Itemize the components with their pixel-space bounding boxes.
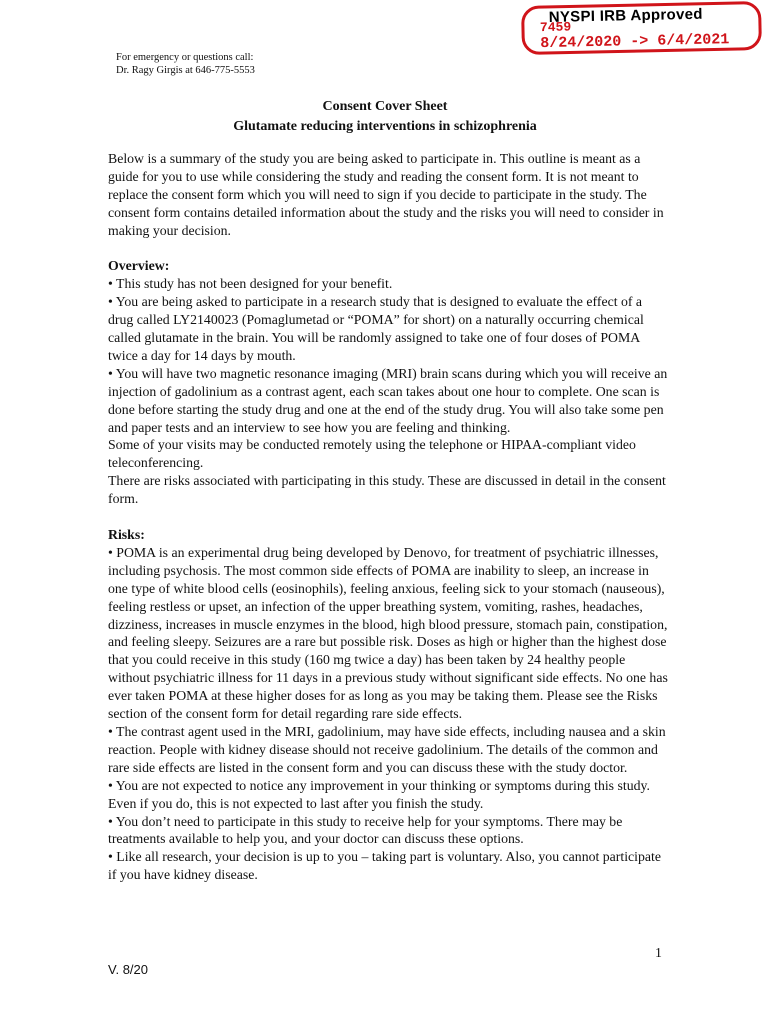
overview-heading: Overview:: [108, 258, 170, 274]
page-number: 1: [655, 945, 662, 960]
overview-item: • You will have two magnetic resonance imaging (MRI) brain scans during which you will receive an injection of gadolinium as a contrast agent, each scan takes about one hour to complete. One scan is done before starting the study drug and one at the end of the study drug. You will also take some pen and paper tests and an interview to see how you are feeling and thinking.: [108, 365, 668, 435]
overview-item: • This study has not been designed for your benefit.: [108, 276, 393, 292]
stamp-dates: 8/24/2020 -> 6/4/2021: [540, 31, 730, 53]
document-subtitle: Glutamate reducing interventions in schizophrenia: [233, 119, 537, 134]
emergency-contact: [116, 51, 255, 77]
risk-item: • You don’t need to participate in this study to receive help for your symptoms. There may be treatments available to help you, and your doctor can discuss these options.: [108, 813, 623, 847]
overview-item: • You are being asked to participate in a research study that is designed to evaluate the effect of a drug called LY2140023 (Pomaglumetad or “POMA” for short) on a naturally occurring chemical called glutamate in the brain. You will be randomly assigned to take one of four doses of POMA twice a day for 14 days by mouth.: [108, 294, 644, 363]
document-body: [108, 150, 668, 884]
contact-line-2: Dr. Ragy Girgis at 646-775-5553: [116, 65, 255, 76]
contact-line-1: For emergency or questions call:: [116, 52, 254, 63]
document-title: Consent Cover Sheet: [322, 99, 448, 114]
risk-item: • You are not expected to notice any improvement in your thinking or symptoms during this study. Even if you do, this is not expected to last after you finish the study.: [108, 777, 650, 811]
version-label: V. 8/20: [108, 962, 149, 977]
intro-paragraph: Below is a summary of the study you are being asked to participate in. This outline is meant as a guide for you to use while considering the study and reading the consent form. It is not meant to replace the consent form which you will need to sign if you decide to participate in the study. The consent form contains detailed information about the study and the risks you will need to consider in making your decision.: [108, 151, 664, 238]
stamp-title: NYSPI IRB Approved: [548, 5, 703, 26]
irb-approval-stamp: [521, 0, 763, 55]
risk-item: • POMA is an experimental drug being developed by Denovo, for treatment of psychiatric illnesses, including psychosis. The most common side effects of POMA are inability to sleep, an increase in one type of white blood cells (eosinophils), feeling anxious, feeling sick to your stomach (nauseous), feeling restless or upset, an infection of the upper breathing system, vomiting, rashes, headaches, dizziness, increases in muscle enzymes in the blood, high blood pressure, stomach pain, constipation, and feeling sleepy. Seizures are a rare but possible risk. Doses as high or higher than the highest dose that you could receive in this study (160 mg twice a day) has been taken by 24 healthy people without psychiatric illness for 11 days in a previous study without significant side effects. No one has ever taken POMA at these higher doses for as long as you may be taking them. Please see the Risks section of the consent form for detail regarding rare side effects.: [108, 544, 668, 722]
stamp-number: 7459: [539, 19, 572, 36]
risk-item: • The contrast agent used in the MRI, gadolinium, may have side effects, including nausea and a skin reaction. People with kidney disease should not receive gadolinium. The details of the common and rare side effects are listed in the consent form and you can discuss these with the study doctor.: [108, 723, 666, 775]
overview-item: Some of your visits may be conducted remotely using the telephone or HIPAA-compliant video teleconferencing.: [108, 437, 636, 471]
overview-item: There are risks associated with participating in this study. These are discussed in detail in the consent form.: [108, 473, 666, 507]
document-heading: [0, 97, 770, 137]
risks-heading: Risks:: [108, 527, 145, 542]
risk-item: • Like all research, your decision is up to you – taking part is voluntary. Also, you cannot participate if you have kidney disease.: [108, 849, 661, 883]
